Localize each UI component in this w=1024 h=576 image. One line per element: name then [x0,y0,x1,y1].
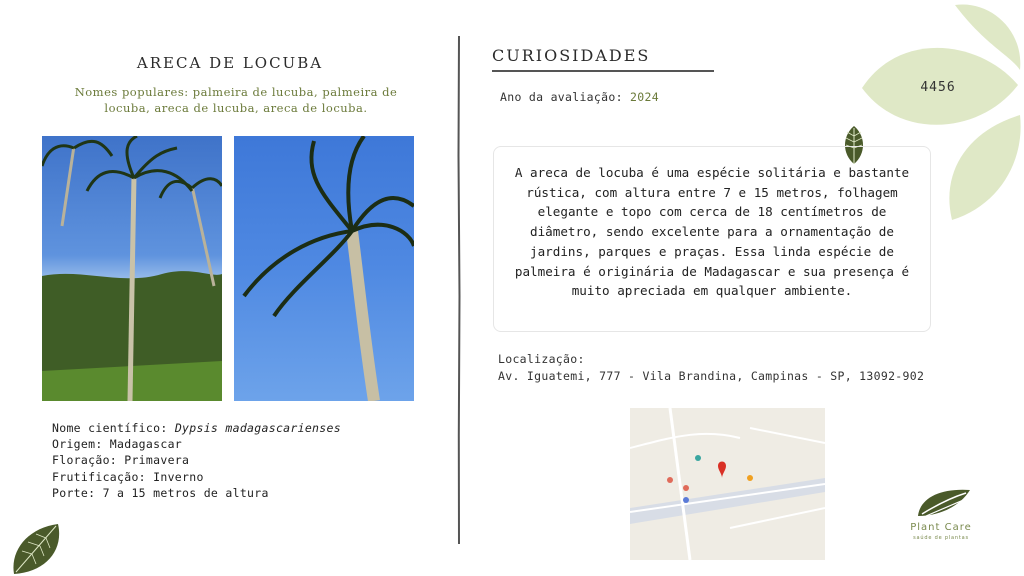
brand-tagline: saúde de plantas [913,535,969,541]
brand-name: Plant Care [910,522,972,533]
curiosities-text: A areca de locuba é uma espécie solitária e bastante rústica, com altura entre 7 e 15 metros, folhagem elegante e topo com cerca de 18 centímetros de diâmetro, sendo excelente para a ornamentação de jardins, parques e praças. Essa linda espécie de palmeira é originária de Madagascar e sua presença é muito apreciada em qualquer ambiente. [514,165,910,299]
title-underline [492,70,714,72]
palm-photo-crown [234,136,414,401]
plant-care-logo [900,486,986,520]
location-address: Av. Iguatemi, 777 - Vila Brandina, Campinas - SP, 13092-902 [498,369,925,383]
curiosities-title: CURIOSIDADES [492,46,651,65]
curiosities-card [493,146,931,332]
flowering: Floração: Primavera [52,453,190,468]
origin: Origem: Madagascar [52,437,183,452]
evaluation-year: Ano da avaliação: 2024 [500,90,659,104]
leaf-icon [6,520,62,576]
location-map[interactable] [630,408,825,560]
location-label: Localização: [498,352,585,366]
fruiting: Frutificação: Inverno [52,469,204,484]
vertical-divider [457,36,461,544]
popular-names: Nomes populares: palmeira de lucuba, palmeira de locuba, areca de lucuba, areca de locuba. [74,85,398,115]
scientific-name: Nome científico: Dypsis madagascarienses [52,421,341,435]
size: Porte: 7 a 15 metros de altura [52,485,269,500]
plant-details [52,420,341,501]
plant-title: ARECA DE LOCUBA [136,54,324,72]
palm-photo-garden [42,136,222,401]
plant-number-badge: 4456 [920,80,956,95]
